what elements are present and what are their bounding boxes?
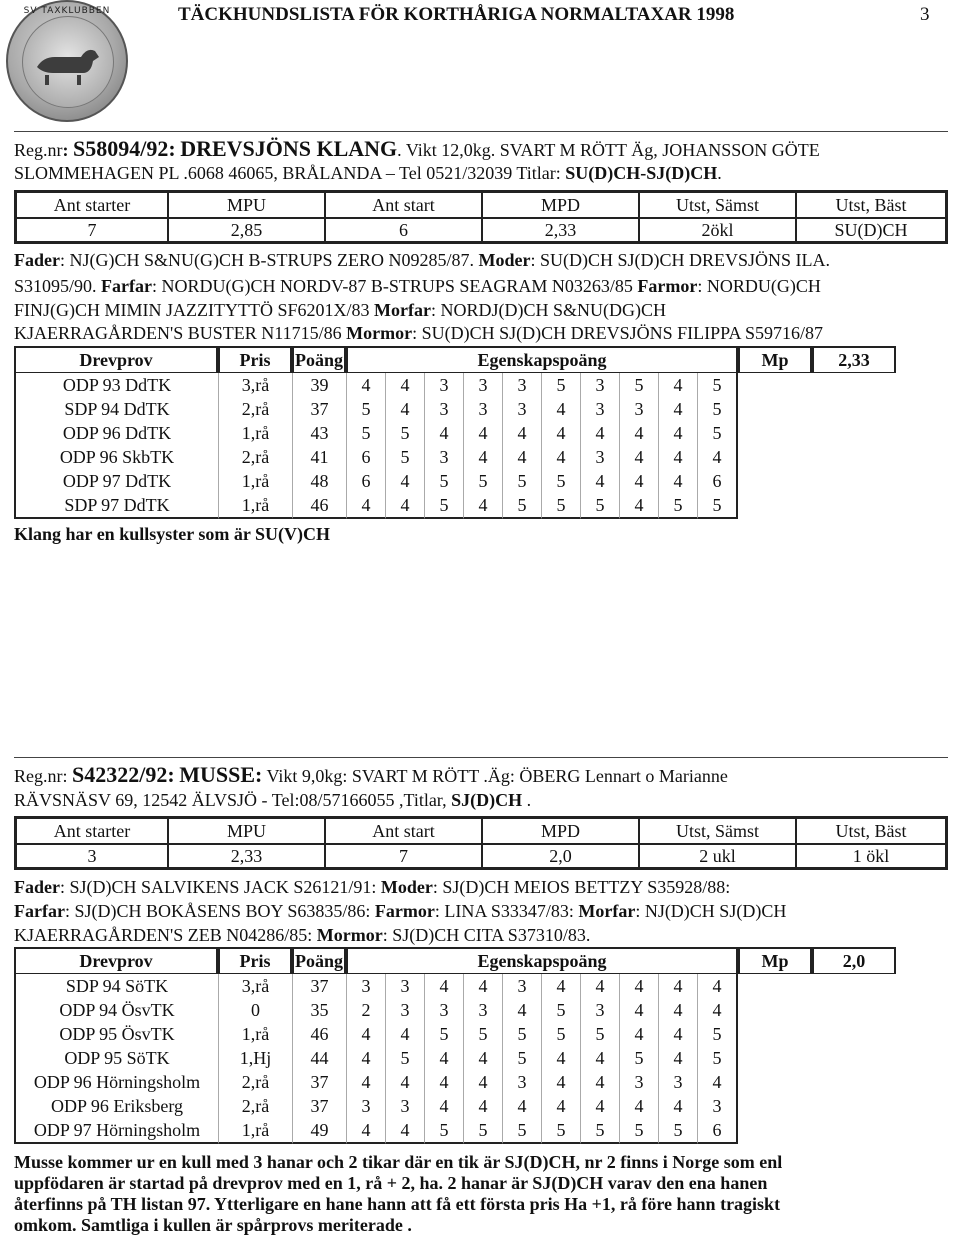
label: Fader bbox=[14, 877, 60, 897]
trial-name: SDP 94 SöTK bbox=[14, 974, 218, 998]
trial-pris: 0 bbox=[218, 998, 292, 1022]
header-drevprov: Drevprov bbox=[14, 947, 218, 974]
header-poang: Poäng bbox=[292, 346, 346, 373]
trial-score: 3 bbox=[346, 974, 385, 998]
stats-header: Utst, Sämst bbox=[639, 192, 796, 218]
header-poang: Poäng bbox=[292, 947, 346, 974]
reg-number: S58094/92: bbox=[73, 136, 176, 161]
trial-row bbox=[14, 397, 896, 421]
dog-2-pedigree-line-3 bbox=[14, 925, 590, 946]
trial-score: 4 bbox=[346, 1022, 385, 1046]
reg-sep: : bbox=[62, 140, 73, 160]
trial-score: 4 bbox=[619, 1022, 658, 1046]
trial-score: 5 bbox=[580, 1022, 619, 1046]
pedigree-text: S31095/90. bbox=[14, 276, 97, 296]
trial-poang: 37 bbox=[292, 1094, 346, 1118]
label: Farmor bbox=[374, 901, 435, 921]
pedigree-text: : NORDJ(D)CH S&NU(DG)CH bbox=[430, 300, 666, 320]
trial-row bbox=[14, 1046, 896, 1070]
trial-score: 4 bbox=[385, 1070, 424, 1094]
note-line: Musse kommer ur en kull med 3 hanar och 2 tikar där en tik är SJ(D)CH, nr 2 finns i Norge som enl bbox=[14, 1152, 783, 1172]
trial-score: 5 bbox=[697, 1046, 738, 1070]
trial-score: 5 bbox=[619, 1046, 658, 1070]
trial-score: 4 bbox=[424, 1094, 463, 1118]
reg-number: S42322/92: bbox=[72, 762, 175, 787]
trial-score: 4 bbox=[463, 974, 502, 998]
trial-name: ODP 95 SöTK bbox=[14, 1046, 218, 1070]
trial-score: 3 bbox=[502, 397, 541, 421]
trial-score: 5 bbox=[697, 1022, 738, 1046]
dog-2-trials-table bbox=[14, 947, 896, 1144]
trial-score: 5 bbox=[619, 1118, 658, 1144]
trial-score: 4 bbox=[463, 1094, 502, 1118]
trial-name: ODP 97 DdTK bbox=[14, 469, 218, 493]
trial-score: 5 bbox=[385, 445, 424, 469]
trial-score: 4 bbox=[424, 1070, 463, 1094]
trial-score: 4 bbox=[658, 998, 697, 1022]
trial-name: ODP 96 DdTK bbox=[14, 421, 218, 445]
header-mp: Mp bbox=[738, 947, 812, 974]
note-line: omkom. Samtliga i kullen är spårprovs meriterade . bbox=[14, 1215, 412, 1235]
trial-score: 5 bbox=[697, 373, 738, 397]
trial-score: 5 bbox=[502, 1118, 541, 1144]
stats-row bbox=[16, 844, 946, 868]
trial-score: 5 bbox=[385, 421, 424, 445]
trial-score: 4 bbox=[619, 974, 658, 998]
trial-score: 4 bbox=[463, 421, 502, 445]
trial-pris: 2,rå bbox=[218, 397, 292, 421]
pedigree-text: : NJ(D)CH SJ(D)CH bbox=[635, 901, 787, 921]
trial-poang: 35 bbox=[292, 998, 346, 1022]
trial-name: ODP 96 Eriksberg bbox=[14, 1094, 218, 1118]
trial-score: 4 bbox=[580, 421, 619, 445]
trial-score: 3 bbox=[424, 998, 463, 1022]
stats-cell: 3 bbox=[16, 844, 168, 868]
pedigree-text: : SJ(D)CH SALVIKENS JACK S26121/91: bbox=[59, 877, 377, 897]
trial-score: 5 bbox=[541, 493, 580, 519]
page-number: 3 bbox=[920, 4, 930, 25]
stats-cell: 2,0 bbox=[482, 844, 639, 868]
trial-score: 5 bbox=[619, 373, 658, 397]
trial-score: 4 bbox=[346, 1046, 385, 1070]
trial-score: 4 bbox=[346, 373, 385, 397]
label: Moder bbox=[380, 877, 433, 897]
trial-pris: 1,rå bbox=[218, 421, 292, 445]
label: Mormor bbox=[316, 925, 383, 945]
header-drevprov: Drevprov bbox=[14, 346, 218, 373]
reg-sep: : bbox=[62, 766, 73, 786]
trial-score: 5 bbox=[463, 1118, 502, 1144]
trial-score: 5 bbox=[424, 469, 463, 493]
trial-pris: 3,rå bbox=[218, 373, 292, 397]
dog-1-pedigree-line-4 bbox=[14, 323, 823, 344]
trial-score: 5 bbox=[463, 469, 502, 493]
dog-1-stats-table bbox=[14, 190, 948, 244]
stats-header: Utst, Bäst bbox=[796, 818, 946, 844]
dachshund-emblem-icon bbox=[22, 16, 114, 108]
stats-cell: 2 ukl bbox=[639, 844, 796, 868]
dog-1-pedigree-line-3 bbox=[14, 300, 666, 321]
stats-cell: 7 bbox=[16, 218, 168, 242]
trial-score: 3 bbox=[697, 1094, 738, 1118]
trial-row bbox=[14, 974, 896, 998]
trial-score: 4 bbox=[385, 397, 424, 421]
stats-cell: 1 ökl bbox=[796, 844, 946, 868]
trial-score: 4 bbox=[541, 397, 580, 421]
pedigree-text: : NORDU(G)CH NORDV-87 B-STRUPS SEAGRAM N03263/85 bbox=[151, 276, 633, 296]
dog-2-note bbox=[14, 1152, 782, 1236]
trial-poang: 49 bbox=[292, 1118, 346, 1144]
titles: SU(D)CH-SJ(D)CH bbox=[565, 163, 718, 183]
trial-score: 5 bbox=[658, 1118, 697, 1144]
trial-score: 4 bbox=[658, 1094, 697, 1118]
titles-end: . bbox=[522, 790, 532, 810]
trial-score: 4 bbox=[697, 445, 738, 469]
trial-score: 4 bbox=[619, 493, 658, 519]
trial-score: 4 bbox=[658, 469, 697, 493]
trial-score: 5 bbox=[346, 421, 385, 445]
dog-name: MUSSE: bbox=[179, 762, 263, 787]
trial-score: 4 bbox=[541, 1094, 580, 1118]
trial-score: 4 bbox=[658, 397, 697, 421]
trial-score: 4 bbox=[502, 445, 541, 469]
trial-poang: 39 bbox=[292, 373, 346, 397]
trial-score: 5 bbox=[580, 1118, 619, 1144]
stats-header: MPD bbox=[482, 192, 639, 218]
header-egenskapspoang: Egenskapspoäng bbox=[346, 346, 738, 373]
trial-score: 3 bbox=[580, 998, 619, 1022]
trial-score: 3 bbox=[580, 373, 619, 397]
dog-1-owner-line bbox=[14, 163, 722, 184]
stats-cell: 2,33 bbox=[482, 218, 639, 242]
label: Farfar bbox=[101, 276, 152, 296]
reg-label: Reg.nr bbox=[14, 140, 63, 160]
trial-score: 4 bbox=[346, 493, 385, 519]
logo-text: SV TAXKLUBBEN bbox=[23, 6, 111, 16]
trial-score: 4 bbox=[619, 998, 658, 1022]
pedigree-text: : SJ(D)CH CITA S37310/83. bbox=[382, 925, 591, 945]
trial-name: SDP 97 DdTK bbox=[14, 493, 218, 519]
trial-score: 3 bbox=[619, 1070, 658, 1094]
trial-pris: 1,Hj bbox=[218, 1046, 292, 1070]
trial-score: 5 bbox=[541, 469, 580, 493]
stats-header: Ant start bbox=[325, 192, 482, 218]
trial-score: 3 bbox=[619, 397, 658, 421]
stats-header-row bbox=[16, 818, 946, 844]
dog-2-pedigree-line-1 bbox=[14, 877, 730, 898]
trial-row bbox=[14, 1022, 896, 1046]
trial-row bbox=[14, 1094, 896, 1118]
trial-score: 5 bbox=[541, 1022, 580, 1046]
label: Moder bbox=[478, 250, 531, 270]
pedigree-text: : NORDU(G)CH bbox=[697, 276, 821, 296]
trial-poang: 44 bbox=[292, 1046, 346, 1070]
stats-header: Utst, Bäst bbox=[796, 192, 946, 218]
label: Morfar bbox=[374, 300, 431, 320]
trial-score: 4 bbox=[658, 445, 697, 469]
trial-score: 6 bbox=[346, 469, 385, 493]
stats-cell: SU(D)CH bbox=[796, 218, 946, 242]
dog-1-pedigree-line-1 bbox=[14, 250, 830, 271]
dog-info: . Vikt 12,0kg. SVART M RÖTT Äg, JOHANSSON GÖTE bbox=[397, 140, 820, 160]
trial-score: 4 bbox=[463, 1070, 502, 1094]
trial-score: 5 bbox=[658, 493, 697, 519]
trial-score: 4 bbox=[619, 445, 658, 469]
titles: SJ(D)CH bbox=[451, 790, 523, 810]
trial-poang: 37 bbox=[292, 974, 346, 998]
trial-score: 4 bbox=[541, 421, 580, 445]
trial-score: 3 bbox=[658, 1070, 697, 1094]
trial-score: 3 bbox=[463, 998, 502, 1022]
dog-1-note: Klang har en kullsyster som är SU(V)CH bbox=[14, 524, 331, 544]
owner-info: RÄVSNÄSV 69, 12542 ÄLVSJÖ - Tel:08/57166055 ,Titlar, bbox=[14, 790, 447, 810]
trial-row bbox=[14, 1070, 896, 1094]
trial-score: 5 bbox=[385, 1046, 424, 1070]
trial-pris: 3,rå bbox=[218, 974, 292, 998]
label: Farmor bbox=[637, 276, 698, 296]
trial-score: 4 bbox=[502, 421, 541, 445]
label: Fader bbox=[14, 250, 60, 270]
trial-row bbox=[14, 421, 896, 445]
label: Farfar bbox=[14, 901, 65, 921]
trial-score: 6 bbox=[697, 469, 738, 493]
trial-score: 4 bbox=[346, 1070, 385, 1094]
header-pris: Pris bbox=[218, 346, 292, 373]
trial-score: 3 bbox=[385, 998, 424, 1022]
label: Morfar bbox=[578, 901, 636, 921]
trial-row bbox=[14, 445, 896, 469]
trial-poang: 46 bbox=[292, 493, 346, 519]
dog-2-owner-line bbox=[14, 790, 531, 811]
trial-score: 4 bbox=[658, 974, 697, 998]
header-mp: Mp bbox=[738, 346, 812, 373]
trials-header-row bbox=[14, 346, 896, 373]
trial-pris: 1,rå bbox=[218, 1022, 292, 1046]
pedigree-text: : SU(D)CH SJ(D)CH DREVSJÖNS ILA. bbox=[530, 250, 831, 270]
trial-score: 3 bbox=[463, 373, 502, 397]
mp-value: 2,33 bbox=[812, 346, 896, 373]
stats-header: Ant starter bbox=[16, 192, 168, 218]
trial-score: 4 bbox=[619, 469, 658, 493]
stats-header: MPU bbox=[168, 818, 325, 844]
dog-info: Vikt 9,0kg: SVART M RÖTT .Äg: ÖBERG Lennart o Marianne bbox=[262, 766, 728, 786]
mp-value: 2,0 bbox=[812, 947, 896, 974]
reg-label: Reg.nr bbox=[14, 766, 63, 786]
section-divider bbox=[14, 131, 948, 132]
trial-score: 4 bbox=[541, 445, 580, 469]
trial-pris: 1,rå bbox=[218, 1118, 292, 1144]
trial-row bbox=[14, 1118, 896, 1144]
dog-1-reg-line bbox=[14, 136, 820, 162]
trial-score: 3 bbox=[385, 1094, 424, 1118]
trial-score: 4 bbox=[424, 421, 463, 445]
trial-pris: 2,rå bbox=[218, 445, 292, 469]
trial-score: 4 bbox=[346, 1118, 385, 1144]
trial-score: 3 bbox=[502, 974, 541, 998]
trial-score: 5 bbox=[502, 1046, 541, 1070]
trial-score: 4 bbox=[385, 373, 424, 397]
trial-pris: 1,rå bbox=[218, 469, 292, 493]
trial-score: 4 bbox=[619, 421, 658, 445]
trial-score: 4 bbox=[541, 1046, 580, 1070]
trial-poang: 46 bbox=[292, 1022, 346, 1046]
trial-score: 4 bbox=[502, 998, 541, 1022]
dog-2-reg-line bbox=[14, 762, 728, 788]
trial-name: ODP 94 ÖsvTK bbox=[14, 998, 218, 1022]
titles-end: . bbox=[717, 163, 722, 183]
document-title: TÄCKHUNDSLISTA FÖR KORTHÅRIGA NORMALTAXAR 1998 bbox=[178, 4, 735, 25]
stats-row bbox=[16, 218, 946, 242]
trial-row bbox=[14, 998, 896, 1022]
stats-cell: 7 bbox=[325, 844, 482, 868]
trial-score: 4 bbox=[463, 1046, 502, 1070]
pedigree-text: : SU(D)CH SJ(D)CH DREVSJÖNS FILIPPA S59716/87 bbox=[412, 323, 823, 343]
trial-score: 3 bbox=[502, 1070, 541, 1094]
trial-score: 4 bbox=[580, 1046, 619, 1070]
stats-header-row bbox=[16, 192, 946, 218]
note-line: uppfödaren är startad på drevprov med en 1, rå + 2, ha. 2 hanar är SJ(D)CH varav den ena hanen bbox=[14, 1173, 768, 1193]
trial-score: 5 bbox=[424, 493, 463, 519]
trial-score: 4 bbox=[697, 998, 738, 1022]
trial-poang: 41 bbox=[292, 445, 346, 469]
header-egenskapspoang: Egenskapspoäng bbox=[346, 947, 738, 974]
pedigree-text: KJAERRAGÅRDEN'S BUSTER N11715/86 bbox=[14, 323, 342, 343]
trial-score: 2 bbox=[346, 998, 385, 1022]
trial-pris: 1,rå bbox=[218, 493, 292, 519]
dog-2-pedigree-line-2 bbox=[14, 901, 786, 922]
trial-score: 3 bbox=[346, 1094, 385, 1118]
trials-header-row bbox=[14, 947, 896, 974]
trial-score: 5 bbox=[502, 493, 541, 519]
trial-score: 4 bbox=[385, 493, 424, 519]
trial-name: ODP 95 ÖsvTK bbox=[14, 1022, 218, 1046]
trial-score: 4 bbox=[463, 445, 502, 469]
label: Mormor bbox=[346, 323, 413, 343]
trial-poang: 37 bbox=[292, 1070, 346, 1094]
trial-score: 4 bbox=[541, 974, 580, 998]
stats-cell: 6 bbox=[325, 218, 482, 242]
trial-score: 4 bbox=[580, 1070, 619, 1094]
dog-2-stats-table bbox=[14, 816, 948, 870]
trial-row bbox=[14, 373, 896, 397]
stats-header: Ant starter bbox=[16, 818, 168, 844]
trial-score: 6 bbox=[346, 445, 385, 469]
note-line: återfinns på TH listan 97. Ytterligare en hane hann att få ett första pris Ha +1, rå före hann tragiskt bbox=[14, 1194, 781, 1214]
trial-score: 4 bbox=[541, 1070, 580, 1094]
trial-name: ODP 96 Hörningsholm bbox=[14, 1070, 218, 1094]
header-pris: Pris bbox=[218, 947, 292, 974]
trial-row bbox=[14, 469, 896, 493]
trial-poang: 37 bbox=[292, 397, 346, 421]
trial-score: 6 bbox=[697, 1118, 738, 1144]
trial-score: 5 bbox=[541, 1118, 580, 1144]
stats-header: MPD bbox=[482, 818, 639, 844]
trial-score: 4 bbox=[658, 1022, 697, 1046]
trial-score: 4 bbox=[502, 1094, 541, 1118]
stats-cell: 2,85 bbox=[168, 218, 325, 242]
trial-score: 4 bbox=[424, 1046, 463, 1070]
trial-score: 5 bbox=[697, 493, 738, 519]
trial-pris: 2,rå bbox=[218, 1070, 292, 1094]
trial-score: 5 bbox=[541, 998, 580, 1022]
trial-score: 4 bbox=[658, 373, 697, 397]
trial-score: 4 bbox=[697, 1070, 738, 1094]
pedigree-text: FINJ(G)CH MIMIN JAZZITYTTÖ SF6201X/83 bbox=[14, 300, 370, 320]
trial-score: 4 bbox=[385, 1022, 424, 1046]
trial-score: 4 bbox=[658, 421, 697, 445]
trial-score: 5 bbox=[424, 1118, 463, 1144]
trial-score: 5 bbox=[541, 373, 580, 397]
stats-header: Ant start bbox=[325, 818, 482, 844]
stats-cell: 2ökl bbox=[639, 218, 796, 242]
pedigree-text: : NJ(G)CH S&NU(G)CH B-STRUPS ZERO N09285/87. bbox=[59, 250, 475, 270]
stats-cell: 2,33 bbox=[168, 844, 325, 868]
club-logo bbox=[6, 0, 128, 122]
dog-1-pedigree-line-2 bbox=[14, 276, 821, 297]
trial-name: ODP 96 SkbTK bbox=[14, 445, 218, 469]
trial-score: 3 bbox=[424, 445, 463, 469]
trial-score: 4 bbox=[385, 469, 424, 493]
trial-score: 4 bbox=[424, 974, 463, 998]
pedigree-text: : LINA S33347/83: bbox=[434, 901, 574, 921]
trial-score: 5 bbox=[697, 397, 738, 421]
trial-score: 5 bbox=[697, 421, 738, 445]
trial-score: 5 bbox=[346, 397, 385, 421]
stats-header: Utst, Sämst bbox=[639, 818, 796, 844]
trial-score: 3 bbox=[580, 397, 619, 421]
trial-score: 4 bbox=[619, 1094, 658, 1118]
dog-1-trials-table bbox=[14, 346, 896, 519]
trial-score: 5 bbox=[424, 1022, 463, 1046]
trial-score: 3 bbox=[580, 445, 619, 469]
trial-score: 4 bbox=[580, 1094, 619, 1118]
trial-score: 3 bbox=[424, 373, 463, 397]
pedigree-text: : SJ(D)CH MEIOS BETTZY S35928/88: bbox=[432, 877, 731, 897]
trial-score: 4 bbox=[580, 974, 619, 998]
trial-score: 3 bbox=[385, 974, 424, 998]
trial-name: ODP 93 DdTK bbox=[14, 373, 218, 397]
trial-pris: 2,rå bbox=[218, 1094, 292, 1118]
trial-score: 4 bbox=[697, 974, 738, 998]
section-divider bbox=[14, 757, 948, 758]
trial-row bbox=[14, 493, 896, 519]
trial-score: 5 bbox=[463, 1022, 502, 1046]
trial-score: 4 bbox=[580, 469, 619, 493]
trial-score: 5 bbox=[502, 469, 541, 493]
owner-info: SLOMMEHAGEN PL .6068 46065, BRÅLANDA – Tel 0521/32039 Titlar: bbox=[14, 163, 561, 183]
dog-name: DREVSJÖNS KLANG bbox=[180, 136, 398, 161]
trial-score: 4 bbox=[463, 493, 502, 519]
trial-name: ODP 97 Hörningsholm bbox=[14, 1118, 218, 1144]
trial-score: 4 bbox=[385, 1118, 424, 1144]
pedigree-text: : SJ(D)CH BOKÅSENS BOY S63835/86: bbox=[64, 901, 371, 921]
stats-header: MPU bbox=[168, 192, 325, 218]
trial-poang: 48 bbox=[292, 469, 346, 493]
trials-table bbox=[14, 346, 896, 519]
trial-score: 3 bbox=[424, 397, 463, 421]
trials-table bbox=[14, 947, 896, 1144]
trial-score: 3 bbox=[502, 373, 541, 397]
trial-score: 3 bbox=[463, 397, 502, 421]
trial-name: SDP 94 DdTK bbox=[14, 397, 218, 421]
pedigree-text: KJAERRAGÅRDEN'S ZEB N04286/85: bbox=[14, 925, 313, 945]
trial-score: 5 bbox=[502, 1022, 541, 1046]
trial-score: 5 bbox=[580, 493, 619, 519]
trial-poang: 43 bbox=[292, 421, 346, 445]
trial-score: 4 bbox=[658, 1046, 697, 1070]
